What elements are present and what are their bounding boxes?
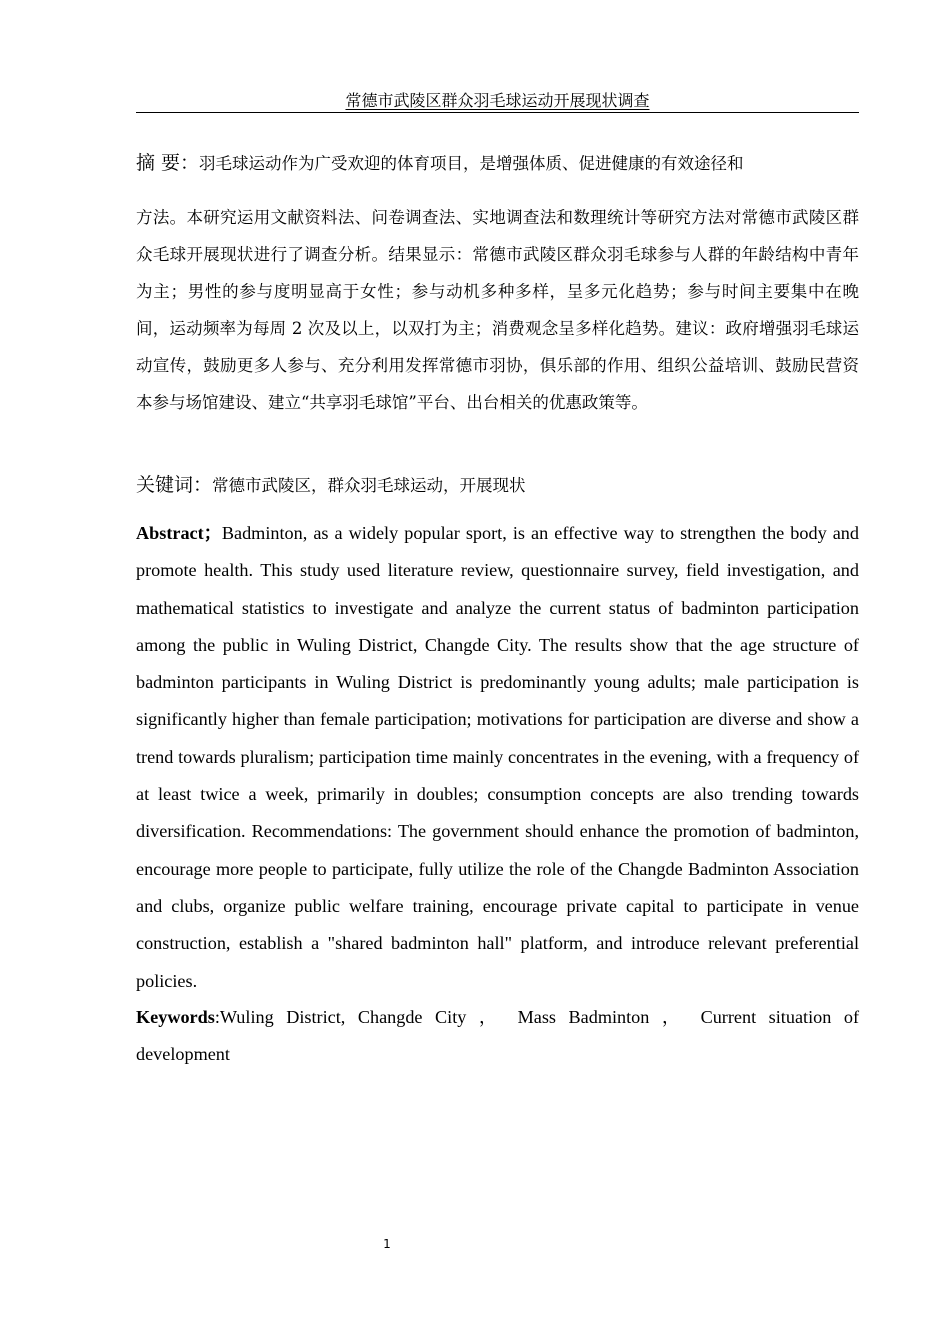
chinese-abstract-body: 方法。本研究运用文献资料法、问卷调查法、实地调查法和数理统计等研究方法对常德市武陵区群众毛球开展现状进行了调查分析。结果显示：常德市武陵区群众羽毛球参与人群的年龄结构中青年为主；男性的参与度明显高于女性；参与动机多种多样，呈多元化趋势；参与时间主要集中在晚间，运动频率为每周 2 次及以上，以双打为主；消费观念呈多样化趋势。建议：政府增强羽毛球运动宣传，鼓励更多人参与、充分利用发挥常德市羽协，俱乐部的作用、组织公益培训、鼓励民营资本参与场馆建设、建立“共享羽毛球馆”平台、出台相关的优惠政策等。: [136, 208, 859, 412]
chinese-abstract-first-line: [136, 146, 859, 181]
chinese-abstract-lead: 羽毛球运动作为广受欢迎的体育项目，是增强体质、促进健康的有效途径和: [199, 154, 744, 173]
english-keywords-value: :Wuling District, Changde City ， Mass Badminton ， Current situation of development: [136, 1007, 859, 1065]
english-abstract-body: Badminton, as a widely popular sport, is an effective way to strengthen the body and promote health. This study used literature review, questionnaire survey, field investigation, and mathematical statistics to investigate and analyze the current status of badminton participation among the public in Wuling District, Changde City. The results show that the age structure of badminton participants in Wuling District is predominantly young adults; male participation is significantly higher than female participation; motivations for participation are diverse and show a trend towards pluralism; participation time mainly concentrates in the evening, with a frequency of at least twice a week, primarily in doubles; consumption concepts are also trending towards diversification. Recommendations: The government should enhance the promotion of badminton, encourage more people to participate, fully utilize the role of the Changde Badminton Association and clubs, organize public welfare training, encourage private capital to participate in venue construction, establish a "shared badminton hall" platform, and introduce relevant preferential policies.: [136, 523, 859, 991]
chinese-keywords-label: 关键词：: [136, 474, 213, 496]
english-keywords-label: Keywords: [136, 1007, 215, 1027]
english-abstract: [136, 515, 859, 1000]
english-abstract-label: Abstract；: [136, 523, 222, 543]
chinese-keywords-value: 常德市武陵区，群众羽毛球运动，开展现状: [212, 476, 526, 495]
chinese-abstract: [136, 146, 859, 421]
page-number: 1: [383, 1237, 391, 1251]
chinese-abstract-label: 摘 要：: [136, 152, 200, 174]
english-keywords: [136, 999, 859, 1074]
page-header-title: 常德市武陵区群众羽毛球运动开展现状调查: [136, 90, 859, 113]
chinese-keywords: [136, 468, 859, 503]
